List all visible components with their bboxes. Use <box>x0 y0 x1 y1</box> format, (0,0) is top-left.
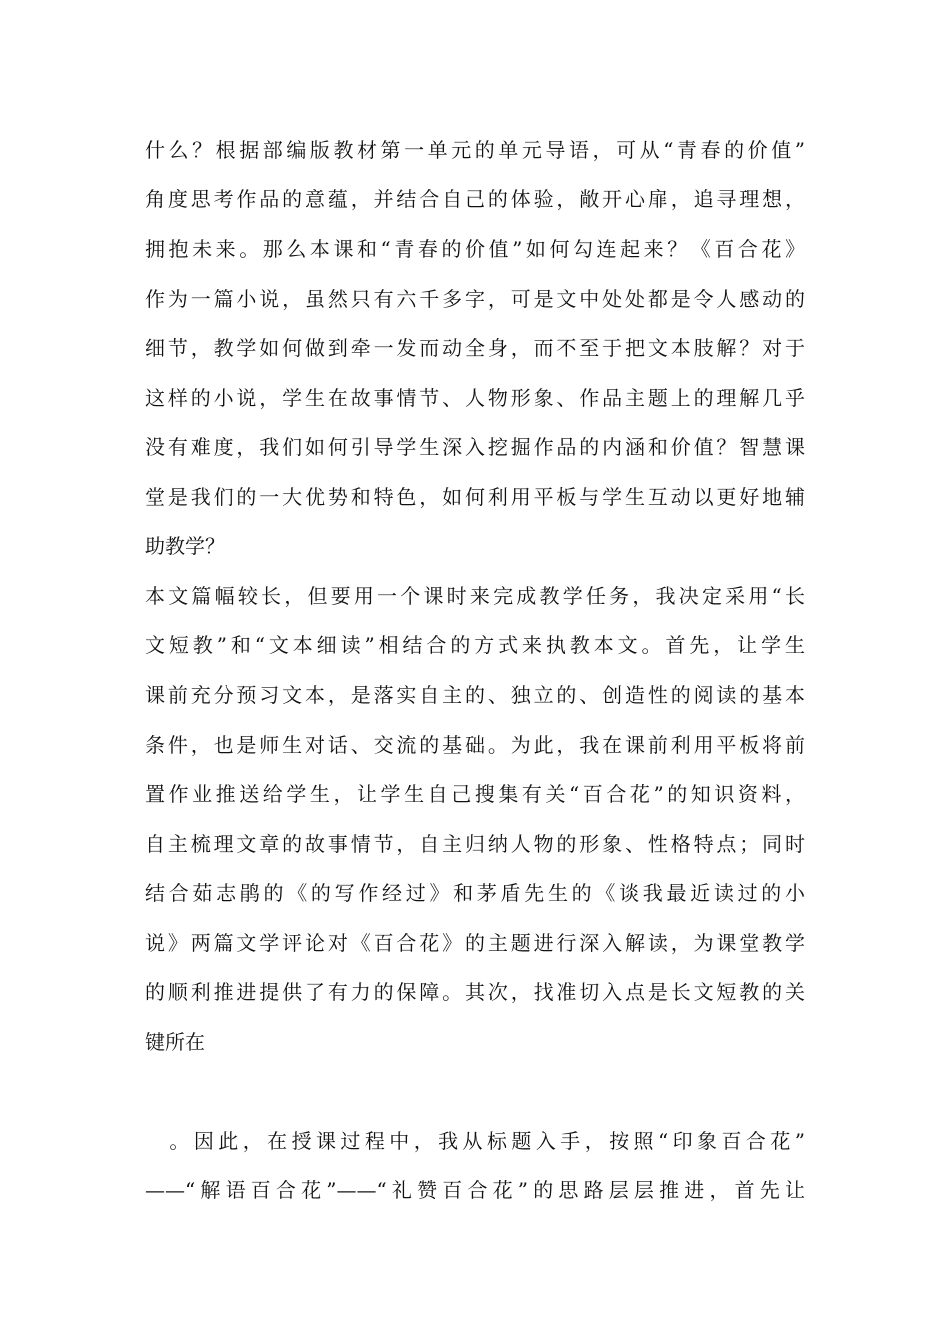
text-line: 结合茹志鹃的《的写作经过》和茅盾先生的《谈我最近读过的小 <box>145 881 805 905</box>
text-line: 拥抱未来。那么本课和“青春的价值”如何勾连起来？《百合花》 <box>145 237 805 261</box>
text-line: 说》两篇文学评论对《百合花》的主题进行深入解读，为课堂教学 <box>145 931 805 955</box>
text-line: 什么？根据部编版教材第一单元的单元导语，可从“青春的价值” <box>145 138 805 162</box>
text-line: 本文篇幅较长，但要用一个课时来完成教学任务，我决定采用“长 <box>145 584 805 608</box>
text-line: 置作业推送给学生，让学生自己搜集有关“百合花”的知识资料， <box>145 782 805 806</box>
text-line: 作为一篇小说，虽然只有六千多字，可是文中处处都是令人感动的 <box>145 287 805 311</box>
text-line: 这样的小说，学生在故事情节、人物形象、作品主题上的理解几乎 <box>145 386 805 410</box>
text-line: 助教学？ <box>145 534 225 558</box>
text-line: 角度思考作品的意蕴，并结合自己的体验，敞开心扉，追寻理想， <box>145 187 805 211</box>
text-line: 。因此，在授课过程中，我从标题入手，按照“印象百合花” <box>145 1129 805 1153</box>
text-line: 键所在 <box>145 1030 205 1054</box>
text-line: 条件，也是师生对话、交流的基础。为此，我在课前利用平板将前 <box>145 733 805 757</box>
text-line: ——“解语百合花”——“礼赞百合花”的思路层层推进，首先让 <box>145 1178 805 1202</box>
text-line: 文短教”和“文本细读”相结合的方式来执教本文。首先，让学生 <box>145 633 805 657</box>
text-line: 课前充分预习文本，是落实自主的、独立的、创造性的阅读的基本 <box>145 683 805 707</box>
text-line: 细节，教学如何做到牵一发而动全身，而不至于把文本肢解？对于 <box>145 336 805 360</box>
text-line: 堂是我们的一大优势和特色，如何利用平板与学生互动以更好地辅 <box>145 485 805 509</box>
text-line: 自主梳理文章的故事情节，自主归纳人物的形象、性格特点；同时 <box>145 832 805 856</box>
text-line: 没有难度，我们如何引导学生深入挖掘作品的内涵和价值？智慧课 <box>145 435 805 459</box>
text-line: 的顺利推进提供了有力的保障。其次，找准切入点是长文短教的关 <box>145 980 805 1004</box>
